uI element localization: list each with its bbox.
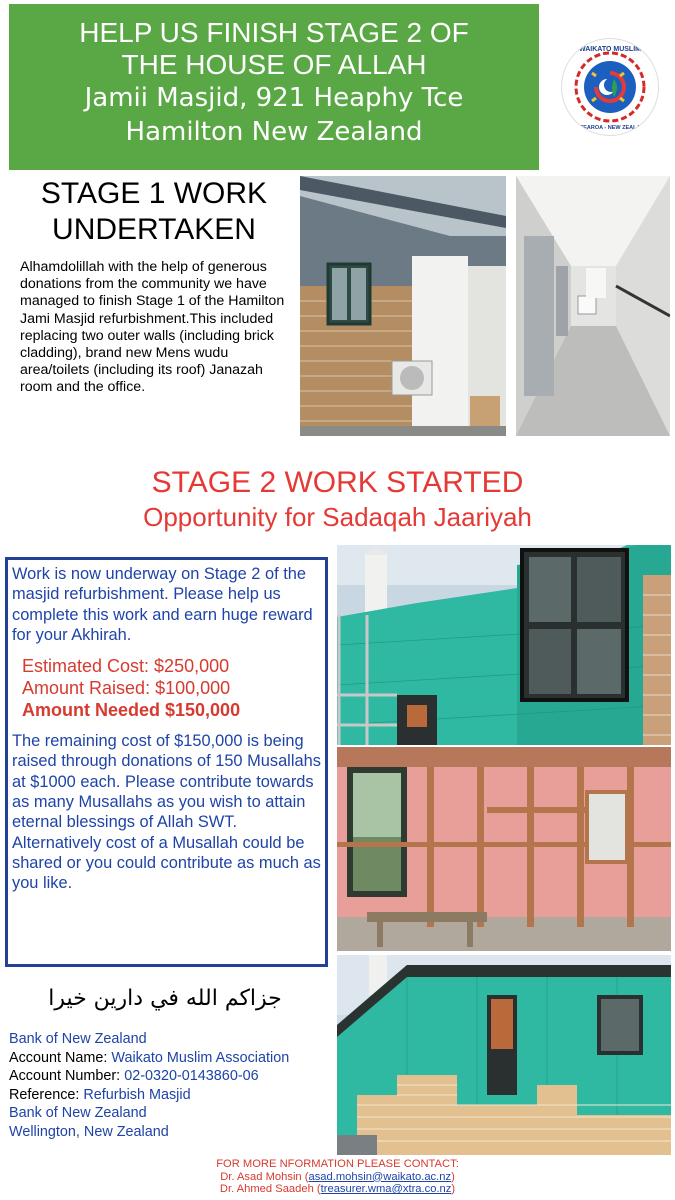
bank-branch-line2: Wellington, New Zealand [9,1123,169,1140]
svg-text:AOTEAROA - NEW ZEALAND: AOTEAROA - NEW ZEALAND [571,125,649,131]
exterior-wall-photo [300,176,506,436]
banner-city: Hamilton New Zealand [125,117,423,147]
contact-person-2 [0,1183,675,1196]
email-link-1[interactable]: asad.mohsin@waikato.ac.nz [308,1170,452,1183]
brick-cladding-exterior-photo [337,955,671,1155]
email-link-2[interactable]: treasurer.wma@xtra.co.nz [320,1183,452,1196]
crescent-logo-icon [562,39,658,135]
association-logo [561,38,659,136]
stage1-title-line1: STAGE 1 WORK [40,177,268,210]
paren-close: ) [451,1183,456,1196]
svg-text:WAIKATO MUSLIM: WAIKATO MUSLIM [579,46,641,53]
amount-needed: Amount Needed $150,000 [22,700,241,721]
banner-address: Jamii Masjid, 921 Heaphy Tce [84,83,464,113]
header-banner [9,4,539,170]
account-number-label: Account Number: [9,1068,125,1085]
bank-details [9,1030,339,1142]
stage2-title: STAGE 2 WORK STARTED [151,466,524,499]
stage2-heading [0,465,675,533]
account-name-label: Account Name: [9,1049,112,1066]
amount-raised: Amount Raised: $100,000 [22,678,231,699]
estimated-cost: Estimated Cost: $250,000 [22,656,230,677]
account-name-row [9,1049,339,1068]
contact-person-1 [0,1171,675,1184]
cost-summary [22,655,325,721]
contact-section [0,1158,675,1196]
alternative-contribution: Alternatively cost of a Musallah could be shared or you could contribute as much as you like. [12,833,321,893]
stage1-title [14,176,294,248]
musallah-details: The remaining cost of $150,000 is being raised through donations of 150 Musallahs at $1000 each. Please contribute towards as many Musallahs as you wish to attain eternal blessings of Allah SWT. [12,732,321,832]
green-wall-window-photo [337,545,671,745]
pink-insulation-interior-photo [337,747,671,951]
contact-name-2: Dr. Ahmed Saadeh ( [219,1183,321,1196]
banner-line-2: THE HOUSE OF ALLAH [121,49,427,80]
toilets-corridor-photo [516,176,670,436]
arabic-blessing: جزاكم الله في دارين خيرا [48,986,282,1011]
paren-close: ) [451,1170,455,1183]
stage2-subtitle: Opportunity for Sadaqah Jaariyah [143,502,532,532]
contact-heading: FOR MORE NFORMATION PLEASE CONTACT: [216,1158,459,1170]
bank-name: Bank of New Zealand [9,1031,147,1047]
reference-row [9,1086,339,1105]
stage1-title-line2: UNDERTAKEN [52,213,256,246]
contact-name-1: Dr. Asad Mohsin ( [220,1170,309,1183]
reference-value: Refurbish Masjid [83,1086,191,1103]
reference-label: Reference: [9,1086,84,1103]
banner-line-1: HELP US FINISH STAGE 2 OF [79,17,469,48]
stage1-description: Alhamdolillah with the help of generous donations from the community we have managed to finish Stage 1 of the Hamilton Jami Masjid refurbishment.This included replacing two outer walls (including brick cladding), brand new Mens wudu area/toilets (including its roof) Janazah room and the office. [20,259,285,396]
donation-info-box [5,557,328,967]
stage2-intro: Work is now underway on Stage 2 of the masjid refurbishment. Please help us complete this work and earn huge reward for your Akhirah. [12,565,313,644]
account-number-value: 02-0320-0143860-06 [124,1068,259,1085]
account-name-value: Waikato Muslim Association [111,1049,290,1066]
account-number-row [9,1067,339,1086]
bank-branch-line1: Bank of New Zealand [9,1105,147,1122]
